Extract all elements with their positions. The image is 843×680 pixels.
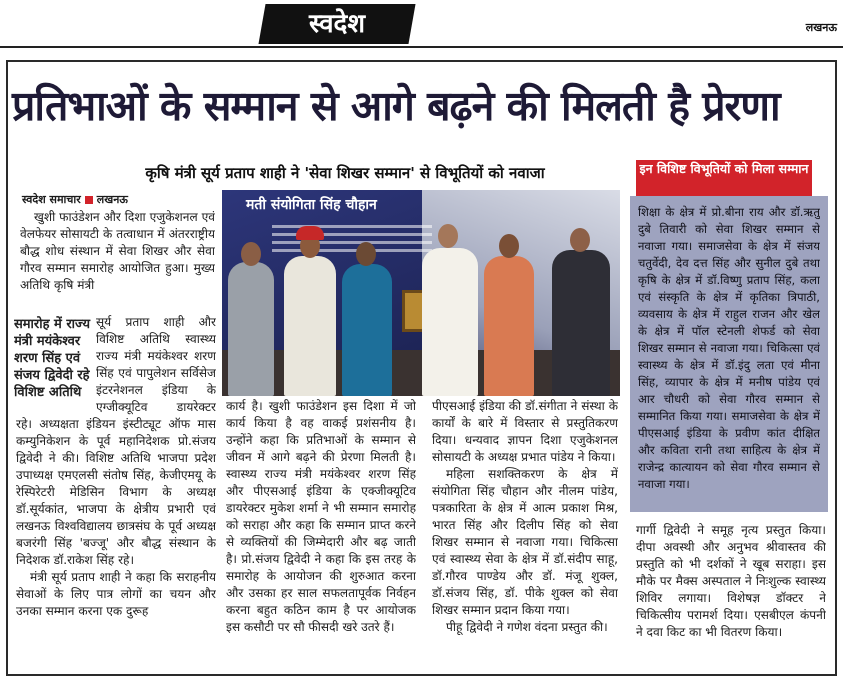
body-paragraph: पीएसआई इंडिया की डॉ.संगीता ने संस्था के कार्यों के बारे में विस्तार से प्रस्तुतिकरण दिया। धन्यवाद ज्ञापन दिशा एजुकेशनल सोसायटी के अध्यक्ष प्रभात पांडेय ने किया। (432, 399, 618, 464)
body-paragraph: कार्य है। खुशी फाउंडेशन इस दिशा में जो कार्य किया है वह वाकई प्रशंसनीय है। उन्होंने कहा कि प्रतिभाओं के सम्मान से जीवन में आगे बढ़ने की प्रेरणा मिलती है। स्वास्थ्य राज्य मंत्री मयंकेश्वर शरण सिंह और पीएसआई इंडिया के एक्जीक्यूटिव डायरेक्टर मुकेश शर्मा ने भी सम्मान समारोह को सराहा और कहा कि सम्मान प्राप्त करने से व्यक्तियों की जिम्मेदारी और बढ़ जाती है। प्रो.संजय द्विवेदी ने कहा कि इस तरह के समारोह के आयोजन की शुरुआत करना और उसका हर साल सफलतापूर्वक निर्वहन करना बहुत कठिन काम है पर आयोजक इस कसौटी पर सौ फीसदी खरे उतरे हैं। (226, 399, 416, 634)
event-photo (222, 190, 620, 396)
byline-source: स्वदेश समाचार (22, 193, 81, 206)
person-silhouette (342, 264, 392, 396)
edition-city: लखनऊ (805, 21, 837, 34)
masthead-rule (0, 46, 843, 48)
sidebar-heading: इन विशिष्ट विभूतियों को मिला सम्मान (636, 160, 812, 196)
red-square-icon (85, 196, 93, 204)
person-silhouette (422, 248, 478, 396)
body-paragraph: सूर्य प्रताप शाही और विशिष्ट अतिथि स्वास्थ्य राज्य मंत्री मयंकेश्वर शरण सिंह एवं पापुलेशन सर्विसेज इंटरनेशनल इंडिया के एग्जीक्यूटिव डायरेक्टर (96, 315, 216, 414)
sidebar-box (630, 196, 828, 512)
photo-banner-text: मती संयोगिता सिंह चौहान (246, 197, 377, 213)
body-paragraph: महिला सशक्तिकरण के क्षेत्र में संयोगिता सिंह चौहान और नीलम पांडेय, पत्रकारिता के क्षेत्र में आत्म प्रकाश मिश्र, भारत सिंह और दिलीप सिंह को सेवा शिखर सम्मान से नवाजा गया। चिकित्सा एवं स्वास्थ्य सेवा के क्षेत्र में डॉ.संदीप साहू, डॉ.गौरव पाण्डेय और डॉ. मंजू शुक्ल, डॉ.संजय सिंह, डॉ. पीके शुक्ल को सेवा शिखर सम्मान प्रदान किया गया। (432, 467, 618, 617)
body-paragraph: मंत्री सूर्य प्रताप शाही ने कहा कि सराहनीय सेवाओं के लिए पात्र लोगों का चयन और उनका सम्मान करना एक दुरूह (16, 570, 216, 618)
person-silhouette (228, 262, 274, 396)
headline: प्रतिभाओं के सम्मान से आगे बढ़ने की मिलती है प्रेरणा (12, 82, 780, 130)
logo-text: स्वदेश (308, 9, 366, 39)
newspaper-logo (258, 4, 415, 44)
body-column-3 (432, 398, 618, 662)
person-silhouette (484, 256, 534, 396)
pull-quote: समारोह में राज्य मंत्री मयंकेश्वर शरण सिंह एवं संजय द्विवेदी रहे विशिष्ट अतिथि (14, 317, 91, 400)
body-column-1-middle (96, 314, 216, 416)
turban-icon (296, 226, 324, 240)
body-paragraph: गार्गी द्विवेदी ने समूह नृत्य प्रस्तुत किया। दीपा अवस्थी और अनुभव श्रीवास्तव की प्रस्तुति को भी दर्शकों ने खूब सराहा। इस मौके पर मैक्स अस्पताल ने निःशुल्क स्वास्थ्य शिविर लगाया। विशेषज्ञ डॉक्टर ने चिकित्सीय परामर्श दिया। एसबीएल कंपनी ने दवा किट का भी वितरण किया। (636, 523, 826, 639)
body-paragraph: रहे। अध्यक्षता इंडियन इंस्टीट्यूट ऑफ मास कम्युनिकेशन के पूर्व महानिदेशक प्रो.संजय द्विवेदी ने की। विशिष्ट अतिथि भाजपा प्रदेश उपाध्यक्ष एमएलसी संतोष सिंह, केजीएमयू के रेस्पिरेटरी मेडिसिन विभाग के अध्यक्ष डॉ.सूर्यकांत, भाजपा के क्षेत्रीय प्रभारी एवं लखनऊ विश्वविद्यालय छात्रसंघ के पूर्व अध्यक्ष बजरंगी सिंह 'बज्जू' और बौद्ध संस्थान के निदेशक डॉ.राकेश सिंह रहे। (16, 417, 216, 567)
person-silhouette (552, 250, 610, 396)
body-column-2 (226, 398, 416, 662)
person-head (438, 224, 458, 248)
body-paragraph: खुशी फाउंडेशन और दिशा एजुकेशनल एवं वेलफेयर सोसायटी के तत्वाधान में अंतरराष्ट्रीय बौद्ध शोध संस्थान में सेवा शिखर और सेवा गौरव सम्मान समारोह आयोजित हुआ। मुख्य अतिथि कृषि मंत्री (20, 210, 215, 292)
person-head (241, 242, 261, 266)
person-head (356, 242, 376, 266)
byline-city: लखनऊ (96, 193, 128, 206)
body-column-4 (636, 522, 826, 662)
person-head (570, 228, 590, 252)
body-paragraph: पीहू द्विवेदी ने गणेश वंदना प्रस्तुत की। (446, 620, 608, 634)
person-silhouette (284, 256, 336, 396)
sub-headline: कृषि मंत्री सूर्य प्रताप शाही ने 'सेवा शिखर सम्मान' से विभूतियों को नवाजा (145, 164, 545, 182)
body-column-1-bottom (16, 416, 216, 662)
sidebar-text: शिक्षा के क्षेत्र में प्रो.बीना राय और डॉ.ऋतु दुबे तिवारी को सेवा शिखर सम्मान से नवाजा गया। समाजसेवा के क्षेत्र में संजय चतुर्वेदी, देव दत्त सिंह और सुनील दुबे तथा कृषि के क्षेत्र में डॉ.विष्णु प्रताप सिंह, कला एवं संस्कृति के क्षेत्र में कृतिका त्रिपाठी, व्यवसाय के क्षेत्र में राहुल राजन और खेल के क्षेत्र में पॉल स्टेनली शेफर्ड को सेवा शिखर सम्मान से नवाजा गया। चिकित्सा एवं स्वास्थ्य के क्षेत्र में डॉ.इंदु लता एवं मीना सिंह, व्यापार के क्षेत्र में मनीष पांडेय एवं आर चौधरी को सेवा गौरव सम्मान से सम्मानित किया गया। समाजसेवा के क्षेत्र में पीएसआई इंडिया के प्रवीण कांत दीक्षित और कविता रानी तथा साहित्य के क्षेत्र में राजेन्द्र कात्यायन को सेवा गौरव सम्मान से नवाजा गया। (638, 205, 820, 491)
byline (22, 191, 212, 209)
masthead (0, 0, 843, 50)
person-head (499, 234, 519, 258)
body-column-1-top (20, 209, 215, 314)
